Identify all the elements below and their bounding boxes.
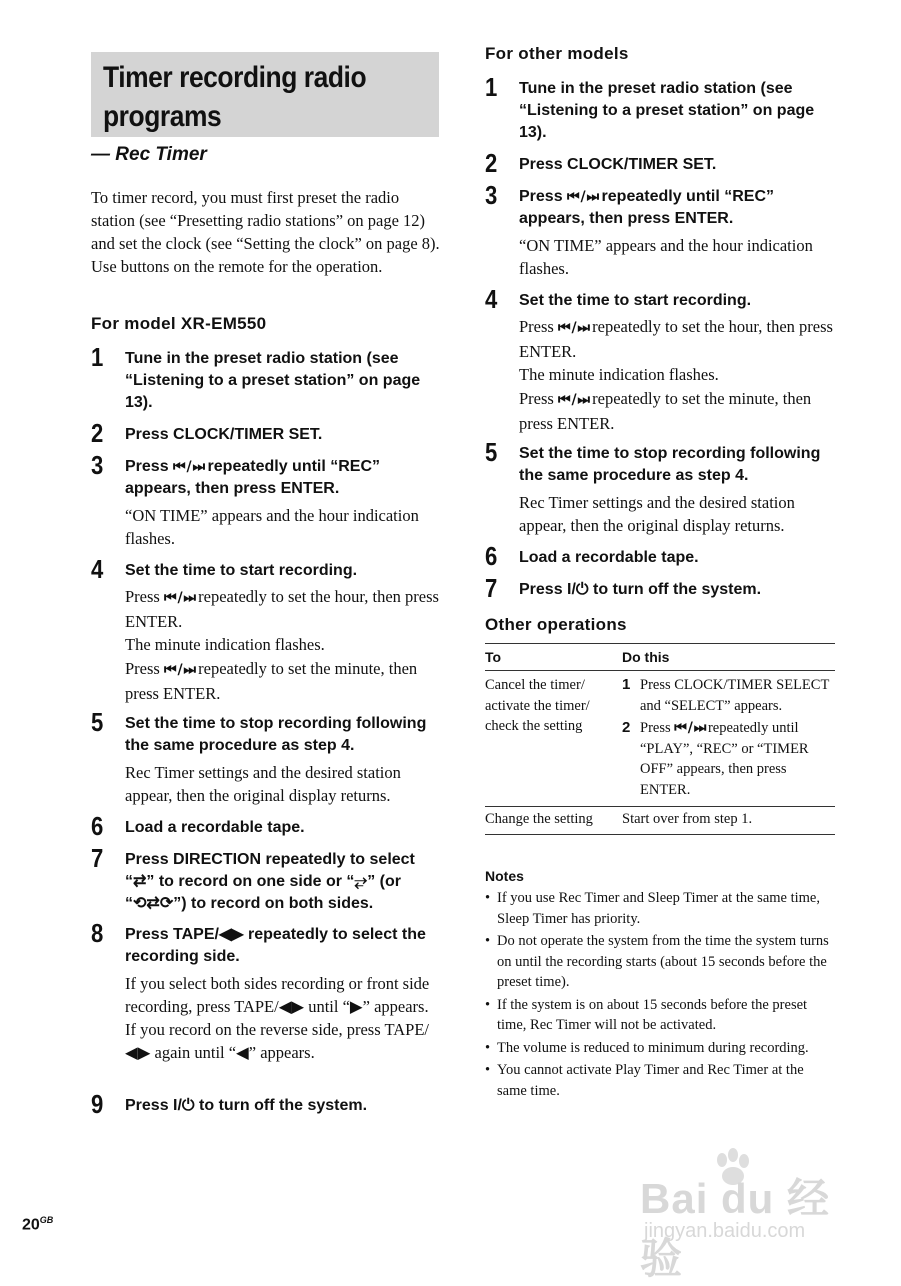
step-description: Press ⏮ / ⏭ repeatedly to set the minute, then press ENTER. (125, 659, 418, 703)
step-text: Load a recordable tape. (125, 819, 305, 836)
other-operations-heading: Other operations (485, 615, 627, 634)
skip-icon: ⏮ / ⏭ (163, 590, 195, 606)
skip-icon: ⏮ / ⏭ (674, 720, 705, 736)
table-header (485, 644, 835, 671)
skip-icon: ⏮ / ⏭ (173, 459, 204, 475)
title-box (91, 52, 439, 137)
step-description: “ON TIME” appears and the hour indication flashes. (125, 506, 419, 548)
step-text: Press I/⏻ to turn off the system. (519, 581, 762, 598)
skip-icon: ⏮ / ⏭ (567, 189, 598, 205)
step-text: Press CLOCK/TIMER SET. (125, 426, 323, 443)
table-col-header-do: Do this (622, 649, 670, 665)
intro-paragraph-2: Use buttons on the remote for the operation. (91, 257, 383, 276)
step-number: 4 (485, 284, 498, 314)
step-number: 5 (485, 437, 498, 467)
step-number: 8 (91, 918, 104, 948)
note-item: • If the system is on about 15 seconds before the preset time, Rec Timer will not be activated. (485, 995, 835, 1036)
step-description: Press ⏮ / ⏭ repeatedly to set the hour, then press ENTER. (125, 587, 439, 631)
note-item: • If you use Rec Timer and Sleep Timer at the same time, Sleep Timer has priority. (485, 888, 835, 929)
step-number: 4 (91, 554, 104, 584)
intro (91, 186, 441, 278)
page-number: $20^{GB}$ (22, 1215, 54, 1234)
table-cell-do: Start over from step 1. (622, 811, 753, 827)
notes-heading: Notes (485, 868, 524, 884)
step-description: Press ⏮ / ⏭ repeatedly to set the minute, then press ENTER. (519, 389, 812, 433)
step-description: Press ⏮ / ⏭ repeatedly to set the hour, then press ENTER. (519, 317, 833, 361)
step-text: Set the time to stop recording following the same procedure as step 4. (519, 445, 821, 484)
note-item: • The volume is reduced to minimum during recording. (485, 1038, 835, 1059)
step-number: 1 (485, 72, 498, 102)
table-substep-2: 2 Press ⏮ / ⏭ repeatedly until “PLAY”, “REC” or “TIMER OFF” appears, then press ENTER. (622, 719, 809, 798)
step-text: Set the time to start recording. (519, 292, 752, 309)
step-description: “ON TIME” appears and the hour indication flashes. (519, 236, 813, 278)
step-text: Tune in the preset radio station (see “Listening to a preset station” on page 13). (519, 80, 815, 141)
step-number: 9 (91, 1089, 104, 1119)
notes-list (485, 888, 835, 1103)
table-substep-1: 1 Press CLOCK/TIMER SELECT and “SELECT” appears. (622, 676, 830, 714)
note-item: • Do not operate the system from the time the system turns on until the recording starts (about 15 seconds before the preset time). (485, 931, 835, 993)
step-number: 3 (91, 450, 104, 480)
step-number: 3 (485, 180, 498, 210)
table-cell-to: Cancel the timer/ activate the timer/ check the setting (485, 677, 590, 734)
step-description: Rec Timer settings and the desired station appear, then the original display returns. (519, 493, 795, 535)
table-row (485, 806, 835, 834)
step-text: Press TAPE/◀▶ repeatedly to select the recording side. (125, 926, 426, 965)
note-item: • You cannot activate Play Timer and Rec Timer at the same time. (485, 1060, 835, 1101)
watermark-url: jingyan.baidu.com (644, 1220, 806, 1242)
right-section-heading: For other models (485, 44, 629, 63)
step-text: Press ⏮ / ⏭ repeatedly until “REC” appears, then press ENTER. (519, 188, 775, 227)
step-description: Rec Timer settings and the desired station appear, then the original display returns. (125, 763, 401, 805)
step-description: The minute indication flashes. (519, 365, 719, 384)
table-row (485, 671, 835, 806)
step-text: Load a recordable tape. (519, 549, 699, 566)
skip-icon: ⏮ / ⏭ (557, 320, 589, 336)
other-operations-table (485, 643, 835, 835)
page-title: Timer recording radio programs (103, 61, 367, 133)
subtitle: — Rec Timer (91, 144, 207, 165)
watermark-logo: Bai du 经验 (640, 1175, 831, 1282)
step-text: Tune in the preset radio station (see “Listening to a preset station” on page 13). (125, 350, 421, 411)
intro-paragraph-1: To timer record, you must first preset the radio station (see “Presetting radio stations” on page 12) and set the clock (see “Setting the clock” on page 8). (91, 188, 440, 253)
step-text: Set the time to stop recording following the same procedure as step 4. (125, 715, 427, 754)
watermark (640, 1148, 860, 1282)
step-number: 7 (485, 573, 498, 603)
table-col-header-to: To (485, 649, 502, 665)
table-cell-to: Change the setting (485, 811, 593, 827)
step-description: If you select both sides recording or front side recording, press TAPE/◀▶ until “▶” appears. If you record on the reverse side, press TAPE/◀▶ again until “◀” appears. (125, 974, 430, 1062)
step-number: 7 (91, 843, 104, 873)
step-number: 5 (91, 707, 104, 737)
skip-icon: ⏮ / ⏭ (557, 392, 589, 408)
step-number: 1 (91, 342, 104, 372)
step-number: 2 (485, 148, 498, 178)
step-text: Press ⏮ / ⏭ repeatedly until “REC” appears, then press ENTER. (125, 458, 381, 497)
step-description: The minute indication flashes. (125, 635, 325, 654)
left-section-heading: For model XR-EM550 (91, 314, 267, 333)
step-number: 2 (91, 418, 104, 448)
step-text: Set the time to start recording. (125, 562, 358, 579)
step-number: 6 (91, 811, 104, 841)
skip-icon: ⏮ / ⏭ (163, 662, 195, 678)
step-number: 6 (485, 541, 498, 571)
step-text: Press CLOCK/TIMER SET. (519, 156, 717, 173)
table-cell-do (622, 675, 835, 800)
step-text: Press I/⏻ to turn off the system. (125, 1097, 368, 1114)
step-text: Press DIRECTION repeatedly to select “⇄” to record on one side or “⥂” (or “⟲⇄⟳”) to record on both sides. (125, 851, 415, 912)
